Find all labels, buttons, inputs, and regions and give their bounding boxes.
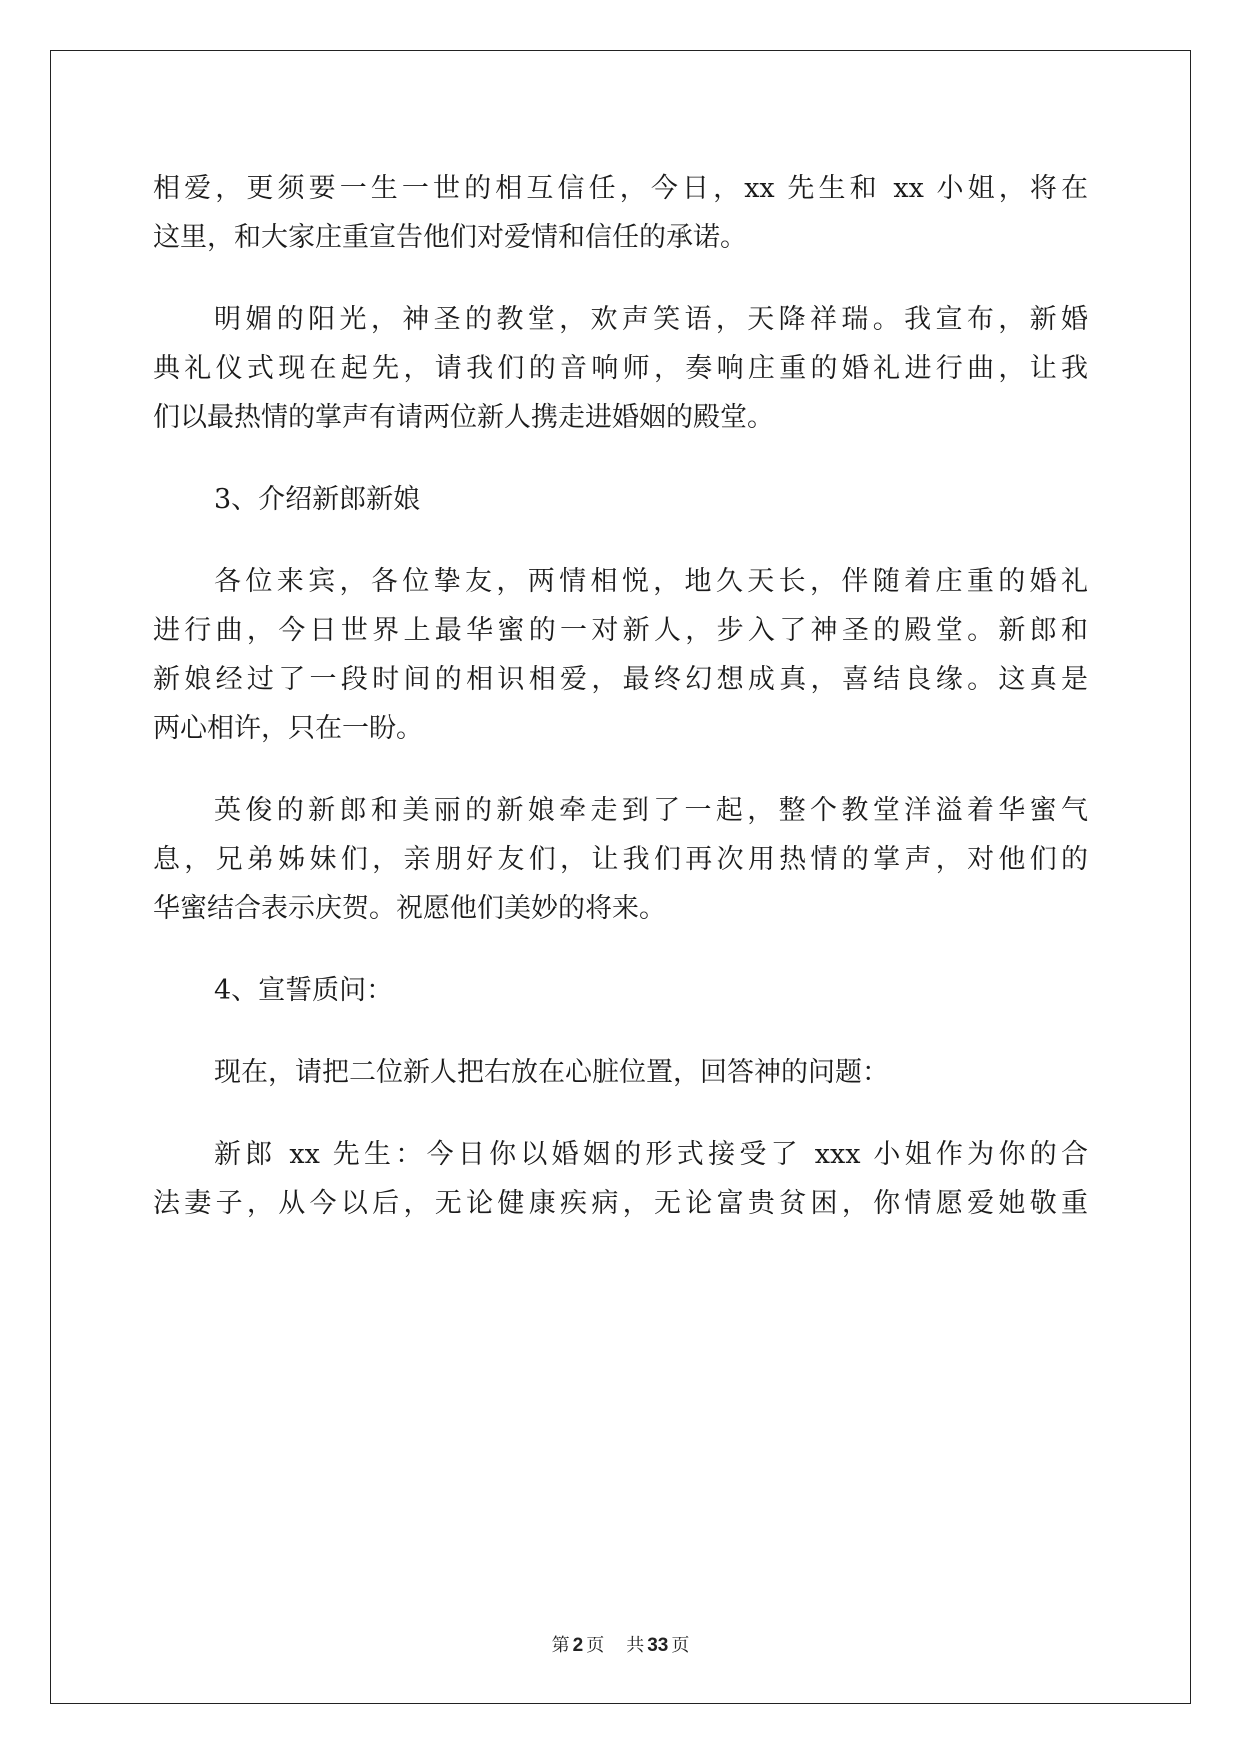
paragraph-5 <box>153 1048 1088 1097</box>
text-line: 法妻子，从今以后，无论健康疾病，无论富贵贫困，你情愿爱她敬重 <box>153 1188 1088 1219</box>
footer-prefix: 第 <box>551 1635 570 1656</box>
section-heading-4 <box>153 966 1088 1015</box>
text-line: 英俊的新郎和美丽的新娘牵走到了一起，整个教堂洋溢着华蜜气 <box>214 795 1088 826</box>
text-line: 相爱，更须要一生一世的相互信任，今日，xx 先生和 xx 小姐，将在 <box>153 173 1088 204</box>
total-page-count: 33 <box>647 1635 669 1656</box>
text-line: 进行曲，今日世界上最华蜜的一对新人，步入了神圣的殿堂。新郎和 <box>153 615 1088 646</box>
text-line: 新娘经过了一段时间的相识相爱，最终幻想成真，喜结良缘。这真是 <box>153 664 1088 695</box>
text-line: 典礼仪式现在起先，请我们的音响师，奏响庄重的婚礼进行曲，让我 <box>153 353 1088 384</box>
paragraph-3 <box>153 557 1088 753</box>
heading-text: 3、介绍新郎新娘 <box>214 484 421 515</box>
paragraph-2 <box>153 295 1088 442</box>
text-line: 息，兄弟姊妹们，亲朋好友们，让我们再次用热情的掌声，对他们的 <box>153 844 1088 875</box>
text-line: 各位来宾，各位挚友，两情相悦，地久天长，伴随着庄重的婚礼 <box>214 566 1088 597</box>
text-line: 现在，请把二位新人把右放在心脏位置，回答神的问题： <box>214 1057 889 1088</box>
footer-page-suffix: 页 <box>586 1635 605 1656</box>
paragraph-6 <box>153 1130 1088 1228</box>
paragraph-1 <box>153 164 1088 262</box>
footer-total-suffix: 页 <box>671 1635 690 1656</box>
page-footer <box>0 1631 1241 1657</box>
heading-text: 4、宣誓质问： <box>214 975 394 1006</box>
text-line: 新郎 xx 先生：今日你以婚姻的形式接受了 xxx 小姐作为你的合 <box>214 1139 1088 1170</box>
paragraph-4 <box>153 786 1088 933</box>
current-page-number: 2 <box>572 1635 584 1656</box>
text-line: 华蜜结合表示庆贺。祝愿他们美妙的将来。 <box>153 893 666 924</box>
text-line: 两心相许，只在一盼。 <box>153 713 423 744</box>
text-line: 这里，和大家庄重宣告他们对爱情和信任的承诺。 <box>153 222 747 253</box>
text-line: 明媚的阳光，神圣的教堂，欢声笑语，天降祥瑞。我宣布，新婚 <box>214 304 1088 335</box>
document-body <box>153 164 1088 1228</box>
section-heading-3 <box>153 475 1088 524</box>
footer-total-prefix: 共 <box>626 1635 645 1656</box>
text-line: 们以最热情的掌声有请两位新人携走进婚姻的殿堂。 <box>153 402 774 433</box>
